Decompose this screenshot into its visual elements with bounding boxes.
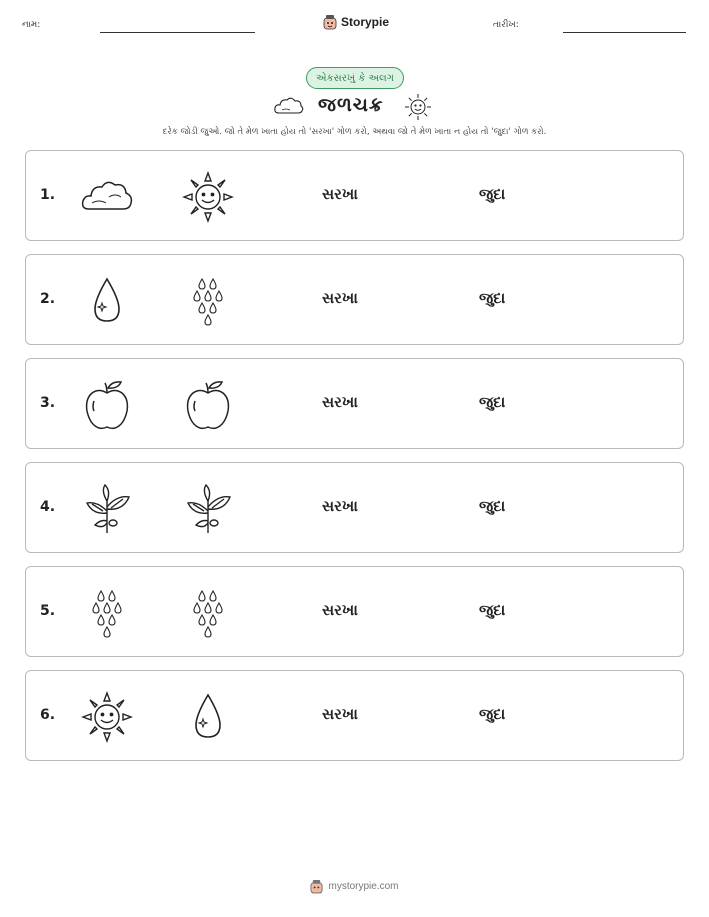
footer — [0, 879, 709, 894]
question-row — [25, 566, 684, 657]
different-option[interactable]: જુદા — [479, 601, 506, 619]
different-option[interactable]: જુદા — [479, 393, 506, 411]
same-option[interactable]: સરખા — [322, 601, 358, 619]
date-input-line[interactable] — [563, 32, 686, 33]
apple-icon — [180, 377, 236, 433]
sun-icon — [403, 92, 433, 122]
different-option[interactable]: જુદા — [479, 497, 506, 515]
plant-icon — [180, 481, 236, 537]
water-drop-icon — [180, 689, 236, 745]
same-option[interactable]: સરખા — [322, 185, 358, 203]
question-row — [25, 254, 684, 345]
question-row — [25, 150, 684, 241]
question-number: 1. — [40, 187, 56, 203]
water-drop-icon — [79, 273, 135, 329]
same-option[interactable]: સરખા — [322, 705, 358, 723]
worksheet-type-badge: એકસરખું કે અલગ — [306, 67, 404, 89]
footer-url: mystorypie.com — [328, 881, 399, 892]
raindrops-icon — [180, 585, 236, 641]
different-option[interactable]: જુદા — [479, 185, 506, 203]
sun-icon — [180, 169, 236, 225]
same-option[interactable]: સરખા — [322, 497, 358, 515]
raindrops-icon — [79, 585, 135, 641]
brand-name: Storypie — [341, 15, 390, 29]
question-number: 3. — [40, 395, 56, 411]
apple-icon — [79, 377, 135, 433]
sun-icon — [79, 689, 135, 745]
cloud-icon — [273, 95, 305, 117]
instructions: દરેક જોડી જુઓ. જો તે મેળ ખાતા હોય તો 'સરખા' ગોળ કરો, અથવા જો તે મેળ ખાતા ન હોય તો 'જુદા' ગોળ કરો. — [162, 127, 547, 137]
name-input-line[interactable] — [100, 32, 255, 33]
different-option[interactable]: જુદા — [479, 705, 506, 723]
question-number: 2. — [40, 291, 56, 307]
mascot-icon — [310, 879, 323, 894]
title-row — [0, 92, 709, 120]
page-title: જળચક્ર — [318, 94, 384, 116]
name-label: નામ: — [22, 20, 41, 30]
brand-logo — [323, 14, 389, 30]
plant-icon — [79, 481, 135, 537]
different-option[interactable]: જુદા — [479, 289, 506, 307]
question-number: 4. — [40, 499, 56, 515]
same-option[interactable]: સરખા — [322, 289, 358, 307]
question-number: 5. — [40, 603, 56, 619]
mascot-icon — [323, 14, 337, 30]
date-label: તારીખ: — [493, 20, 519, 30]
same-option[interactable]: સરખા — [322, 393, 358, 411]
question-row — [25, 462, 684, 553]
raindrops-icon — [180, 273, 236, 329]
question-row — [25, 358, 684, 449]
cloud-icon — [79, 169, 135, 225]
question-row — [25, 670, 684, 761]
question-number: 6. — [40, 707, 56, 723]
